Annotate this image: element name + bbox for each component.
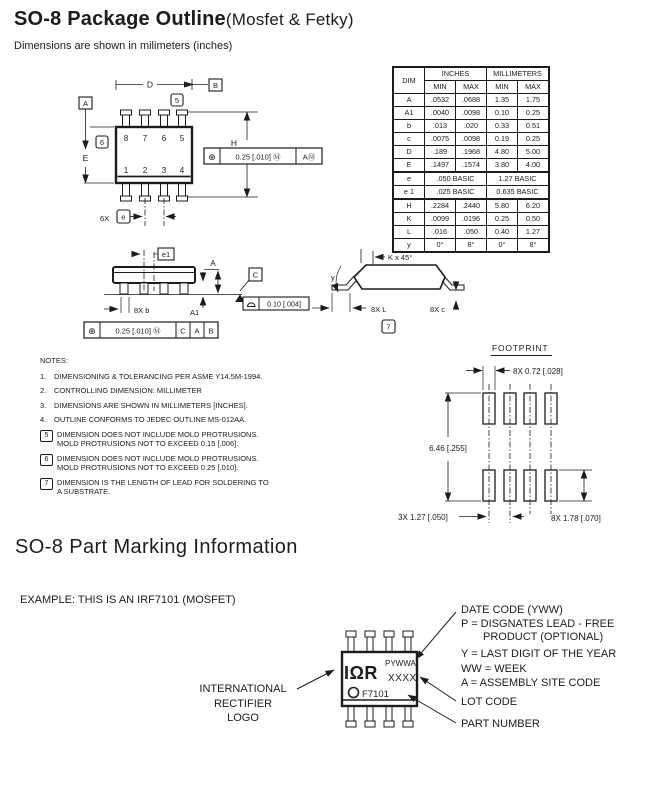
table-row-basic: e .050 BASIC 1.27 BASIC — [393, 172, 549, 186]
example-line: EXAMPLE: THIS IS AN IRF7101 (MOSFET) — [20, 594, 236, 606]
lead-width-label: 8X b — [134, 306, 150, 315]
pin-number-3: 3 — [161, 166, 167, 175]
table-header-row — [393, 67, 549, 81]
lot-code-leader-arrow — [420, 677, 456, 701]
dimension-table — [392, 66, 550, 253]
note-item-2: 2. CONTROLLING DIMENSION: MILLIMETER — [40, 386, 202, 395]
logo-leader-arrow — [297, 670, 334, 689]
note-item-3: 3. DIMENSIONS ARE SHOWN IN MILLIMETERS [INCHES]. — [40, 400, 248, 410]
part-number-marking: F7101 — [362, 689, 389, 700]
dim-e-label: E — [82, 153, 89, 163]
datum-ref-c: C — [180, 326, 186, 336]
section-title-part-marking: SO-8 Part Marking Information — [15, 536, 298, 558]
note-item-6: 6 DIMENSION DOES NOT INCLUDE MOLD PROTRUSIONS. MOLD PROTRUSIONS NOT TO EXCEED 0.25 [.010]. — [40, 454, 325, 473]
units-note: Dimensions are shown in milimeters (inches) — [14, 40, 233, 52]
chamfer-label: K x 45° — [388, 253, 413, 262]
assembly-site-callout: A = ASSEMBLY SITE CODE — [461, 677, 601, 689]
datum-a-label: A — [82, 99, 89, 108]
datum-b-label: B — [212, 81, 219, 90]
year-callout: Y = LAST DIGIT OF THE YEAR — [461, 648, 617, 660]
flatness-tolerance-frame — [243, 297, 309, 310]
note-flag-5-list: 5 — [40, 430, 53, 442]
pin-number-4: 4 — [179, 166, 185, 175]
page-title — [14, 8, 354, 31]
date-code-leader-arrow — [416, 612, 456, 659]
date-code-callout: DATE CODE (YWW) — [461, 604, 563, 616]
angle-y-label: y — [331, 273, 335, 282]
notes-heading: NOTES: — [40, 356, 68, 365]
lead-free-callout-line2: PRODUCT (OPTIONAL) — [483, 631, 604, 643]
col-header-mm: MILLIMETERS — [487, 67, 550, 81]
footprint-drawing — [398, 343, 601, 523]
part-marking-chip — [297, 612, 456, 727]
position-tolerance-frame-side — [84, 322, 218, 338]
col-header-min-in: MIN — [425, 81, 456, 94]
dim-a-label: A — [210, 259, 216, 268]
table-row: A .0532 .0688 1.35 1.75 — [393, 94, 549, 107]
right-lead — [442, 276, 464, 290]
pin-number-1: 1 — [123, 166, 129, 175]
datum-c-label: C — [252, 270, 259, 280]
left-lead — [332, 276, 356, 290]
table-row: E .1497 .1574 3.80 4.00 — [393, 159, 549, 173]
col-header-max-in: MAX — [456, 81, 487, 94]
logo-callout-label: INTERNATIONAL RECTIFIER LOGO — [199, 683, 287, 724]
table-row: K .0099 .0196 0.25 0.50 — [393, 213, 549, 226]
position-tolerance-frame-top — [204, 148, 322, 164]
pitch-count-label: 6X — [100, 214, 110, 223]
dim-h-label: H — [230, 138, 238, 148]
pitch-e-label: e — [121, 212, 126, 222]
top-view-drawing — [79, 79, 322, 226]
notes-block — [40, 356, 325, 502]
col-pitch-dim: 3X 1.27 [.050] — [398, 513, 448, 522]
table-row: A1 .0040 .0098 0.10 0.25 — [393, 107, 549, 120]
position-datum-ref: AⓂ — [302, 152, 316, 162]
table-row: y 0° 8° 0° 8° — [393, 239, 549, 253]
note-item-1: 1. DIMENSIONING & TOLERANCING PER ASME Y14.5M-1994. — [40, 371, 263, 381]
row-pitch-dim: 6.46 [.255] — [429, 444, 467, 453]
pin-number-8: 8 — [123, 134, 129, 143]
note-flag-5-label: 5 — [174, 96, 180, 105]
note-flag-6-list: 6 — [40, 454, 53, 466]
package-body-end-view — [354, 265, 445, 289]
note-flag-7-list: 7 — [40, 478, 53, 490]
pin-number-7: 7 — [142, 134, 148, 143]
note-flag-6-label: 6 — [99, 138, 105, 147]
page-title-main: SO-8 Package Outline — [14, 8, 226, 30]
table-row-basic: e 1 .025 BASIC 0.635 BASIC — [393, 186, 549, 200]
position-symbol: ⊕ — [208, 152, 216, 162]
lot-code-marking: XXXX — [388, 673, 417, 684]
table-row: c .0075 .0098 0.19 0.25 — [393, 133, 549, 146]
end-view-drawing — [312, 249, 464, 333]
dim-d-label: D — [146, 79, 154, 90]
col-header-min-mm: MIN — [487, 81, 518, 94]
table-row: b .013 .020 0.33 0.51 — [393, 120, 549, 133]
footprint-pads — [483, 393, 557, 501]
note-item-7: 7 DIMENSION IS THE LENGTH OF LEAD FOR SOLDERING TO A SUBSTRATE. — [40, 478, 325, 497]
col-header-dim: DIM — [393, 67, 425, 94]
part-number-leader-arrow — [408, 695, 456, 723]
part-number-callout: PART NUMBER — [461, 718, 540, 730]
datum-ref-b: B — [208, 326, 214, 336]
note-flag-7-label: 7 — [386, 322, 391, 332]
lot-code-callout: LOT CODE — [461, 696, 518, 708]
lead-length-label: 8X L — [371, 305, 387, 314]
page-title-suffix: (Mosfet & Fetky) — [225, 10, 354, 29]
pin-number-6: 6 — [161, 134, 167, 143]
pad-width-dim: 8X 0.72 [.028] — [513, 367, 563, 376]
footprint-title: FOOTPRINT — [492, 343, 549, 353]
lead-thickness-label: 8X c — [430, 305, 446, 314]
flatness-value: 0.10 [.004] — [267, 299, 301, 309]
side-view-drawing — [84, 248, 309, 338]
pin-number-5: 5 — [179, 134, 185, 143]
date-code-marking: PYWWA — [385, 659, 416, 668]
dim-a1-label: A1 — [190, 308, 200, 317]
ir-logo: IΩR — [344, 663, 378, 683]
col-header-inches: INCHES — [425, 67, 487, 81]
position-symbol-2: ⊕ — [88, 326, 96, 336]
pin-number-2: 2 — [142, 166, 148, 175]
lead-free-callout-line1: P = DISGNATES LEAD - FREE — [461, 618, 615, 630]
col-header-max-mm: MAX — [518, 81, 550, 94]
note-item-4: 4. OUTLINE CONFORMS TO JEDEC OUTLINE MS-012AA. — [40, 415, 247, 424]
table-row: H .2284 .2440 5.80 6.20 — [393, 199, 549, 213]
table-row: D .189 .1968 4.80 5.00 — [393, 146, 549, 159]
datum-ref-a: A — [194, 326, 200, 336]
pitch-e1-label: e1 — [161, 250, 171, 259]
table-row: L .016 .050 0.40 1.27 — [393, 226, 549, 239]
pad-length-dim: 8X 1.78 [.070] — [551, 514, 601, 523]
position-tolerance-value-2: 0.25 [.010] Ⓜ — [115, 326, 161, 336]
week-callout: WW = WEEK — [461, 663, 527, 675]
note-item-5: 5 DIMENSION DOES NOT INCLUDE MOLD PROTRUSIONS. MOLD PROTRUSIONS NOT TO EXCEED 0.15 [.006]. — [40, 430, 325, 449]
position-tolerance-value: 0.25 [.010] Ⓜ — [235, 152, 281, 162]
